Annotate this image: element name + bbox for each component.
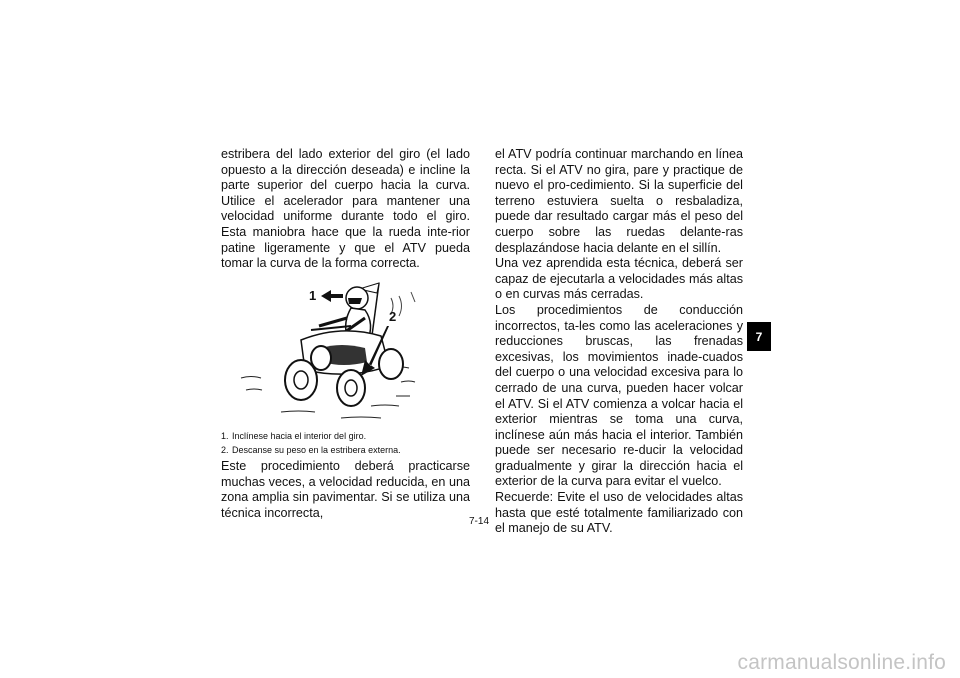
caption-text: Inclínese hacia el interior del giro. bbox=[232, 431, 367, 441]
caption-number: 1. bbox=[221, 431, 229, 441]
caption-item bbox=[221, 444, 470, 458]
right-paragraph: Una vez aprendida esta técnica, deberá ser capaz de ejecutarla a velocidades más altas o en curvas más cerradas. bbox=[495, 256, 743, 302]
right-paragraph: el ATV podría continuar marchando en línea recta. Si el ATV no gira, pare y practique de nuevo el pro-cedimiento. Si la superficie del terreno estuviera suelta o resbaladiza, puede dar resultado cargar más el peso del cuerpo sobre las ruedas delante-ras desplazándose hacia delante en el sillín. bbox=[495, 147, 743, 255]
left-column bbox=[221, 147, 470, 272]
figure-label-2: 2 bbox=[389, 309, 397, 324]
chapter-tab: 7 bbox=[747, 322, 771, 351]
page-number: 7-14 bbox=[468, 516, 489, 527]
watermark: carmanualsonline.info bbox=[737, 651, 946, 674]
right-paragraph: Los procedimientos de conducción incorrectos, ta-les como las aceleraciones y reducciones bruscas, las frenadas excesivas, los movimientos inade-cuados del cuerpo o una velocidad excesiva para lo cerrado de una curva, pueden hacer volcar el ATV. Si el ATV comienza a volcar hacia el exterior mientras se toma una curva, inclínese aún más hacia el interior. También puede ser necesario re-ducir la velocidad gradualmente y girar la dirección hacia el exterior de la curva para evitar el vuelco. bbox=[495, 302, 743, 489]
left-paragraph: estribera del lado exterior del giro (el lado opuesto a la dirección deseada) e incline la parte superior del cuerpo hacia la curva. Utilice el acelerador para mantener una velocidad uniforme durante todo el giro. Esta maniobra hace que la rueda inte-rior patine ligeramente y que el ATV pueda tomar la curva de la forma correcta. bbox=[221, 147, 470, 271]
right-paragraph: Recuerde: Evite el uso de velocidades altas hasta que esté totalmente familiarizado con el manejo de su ATV. bbox=[495, 490, 743, 536]
caption-text: Descanse su peso en la estribera externa. bbox=[232, 444, 401, 455]
caption-number: 2. bbox=[221, 444, 229, 455]
atv-rider-drawing bbox=[221, 278, 470, 424]
atv-turning-illustration bbox=[221, 278, 470, 424]
figure-captions bbox=[221, 430, 470, 457]
figure-label-1: 1 bbox=[309, 288, 317, 303]
caption-item bbox=[221, 430, 470, 444]
left-tail-paragraph: Este procedimiento deberá practicarse muchas veces, a velocidad reducida, en una zona amplia sin pavimentar. Si se utiliza una técnica incorrecta, bbox=[221, 459, 470, 520]
right-column bbox=[495, 147, 743, 537]
arrow-left-icon bbox=[321, 290, 343, 302]
